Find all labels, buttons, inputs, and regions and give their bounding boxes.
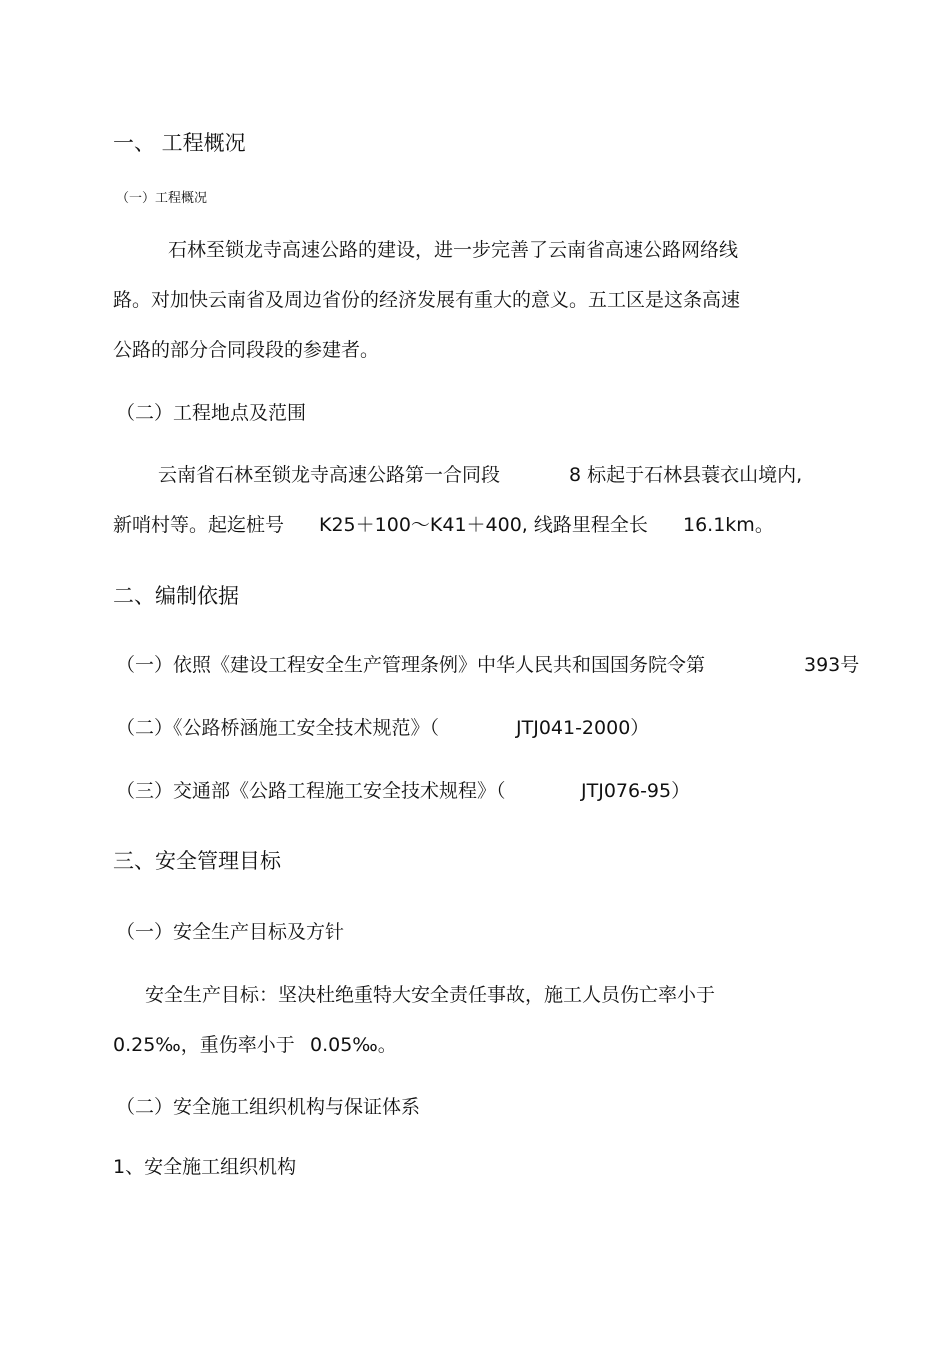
subheading-location: （二）工程地点及范围 [116,402,307,424]
basis-item-2b: JTJ041-2000） [516,717,650,739]
paragraph-location-line-2c: 16.1km。 [683,514,774,536]
basis-item-1a: （一）依照《建设工程安全生产管理条例》中华人民共和国国务院令第 [116,654,706,676]
subheading-safety-target: （一）安全生产目标及方针 [116,921,345,943]
basis-item-1b: 393号 [804,654,860,676]
paragraph-overview-line-2: 路。对加快云南省及周边省份的经济发展有重大的意义。五工区是这条高速 [113,289,741,311]
paragraph-safety-target-line-2a: 0.25‰，重伤率小于 [113,1034,295,1056]
item-safety-organization: 1、安全施工组织机构 [113,1156,297,1178]
basis-item-3b: JTJ076-95） [581,780,691,802]
section-heading-safety-goals: 三、安全管理目标 [113,849,281,873]
paragraph-safety-target-line-2b: 0.05‰。 [310,1034,397,1056]
basis-item-2a: （二）《公路桥涵施工安全技术规范》（ [116,717,440,739]
section-heading-overview: 一、 工程概况 [113,131,246,155]
subheading-safety-organization: （二）安全施工组织机构与保证体系 [116,1096,421,1118]
paragraph-location-line-1b: 8 标起于石林县蓑衣山境内, [569,464,803,486]
paragraph-safety-target-line-1: 安全生产目标：坚决杜绝重特大安全责任事故，施工人员伤亡率小于 [145,984,716,1006]
paragraph-location-line-2b: K25＋100～K41＋400, 线路里程全长 [319,514,648,536]
section-heading-basis: 二、编制依据 [113,584,239,608]
paragraph-overview-line-1: 石林至锁龙寺高速公路的建设，进一步完善了云南省高速公路网络线 [168,239,739,261]
basis-item-3a: （三）交通部《公路工程施工安全技术规程》（ [116,780,506,802]
subheading-overview: （一）工程概况 [116,191,208,206]
paragraph-location-line-2a: 新哨村等。起迄桩号 [113,514,285,536]
paragraph-location-line-1a: 云南省石林至锁龙寺高速公路第一合同段 [158,464,501,486]
paragraph-overview-line-3: 公路的部分合同段段的参建者。 [113,339,380,361]
